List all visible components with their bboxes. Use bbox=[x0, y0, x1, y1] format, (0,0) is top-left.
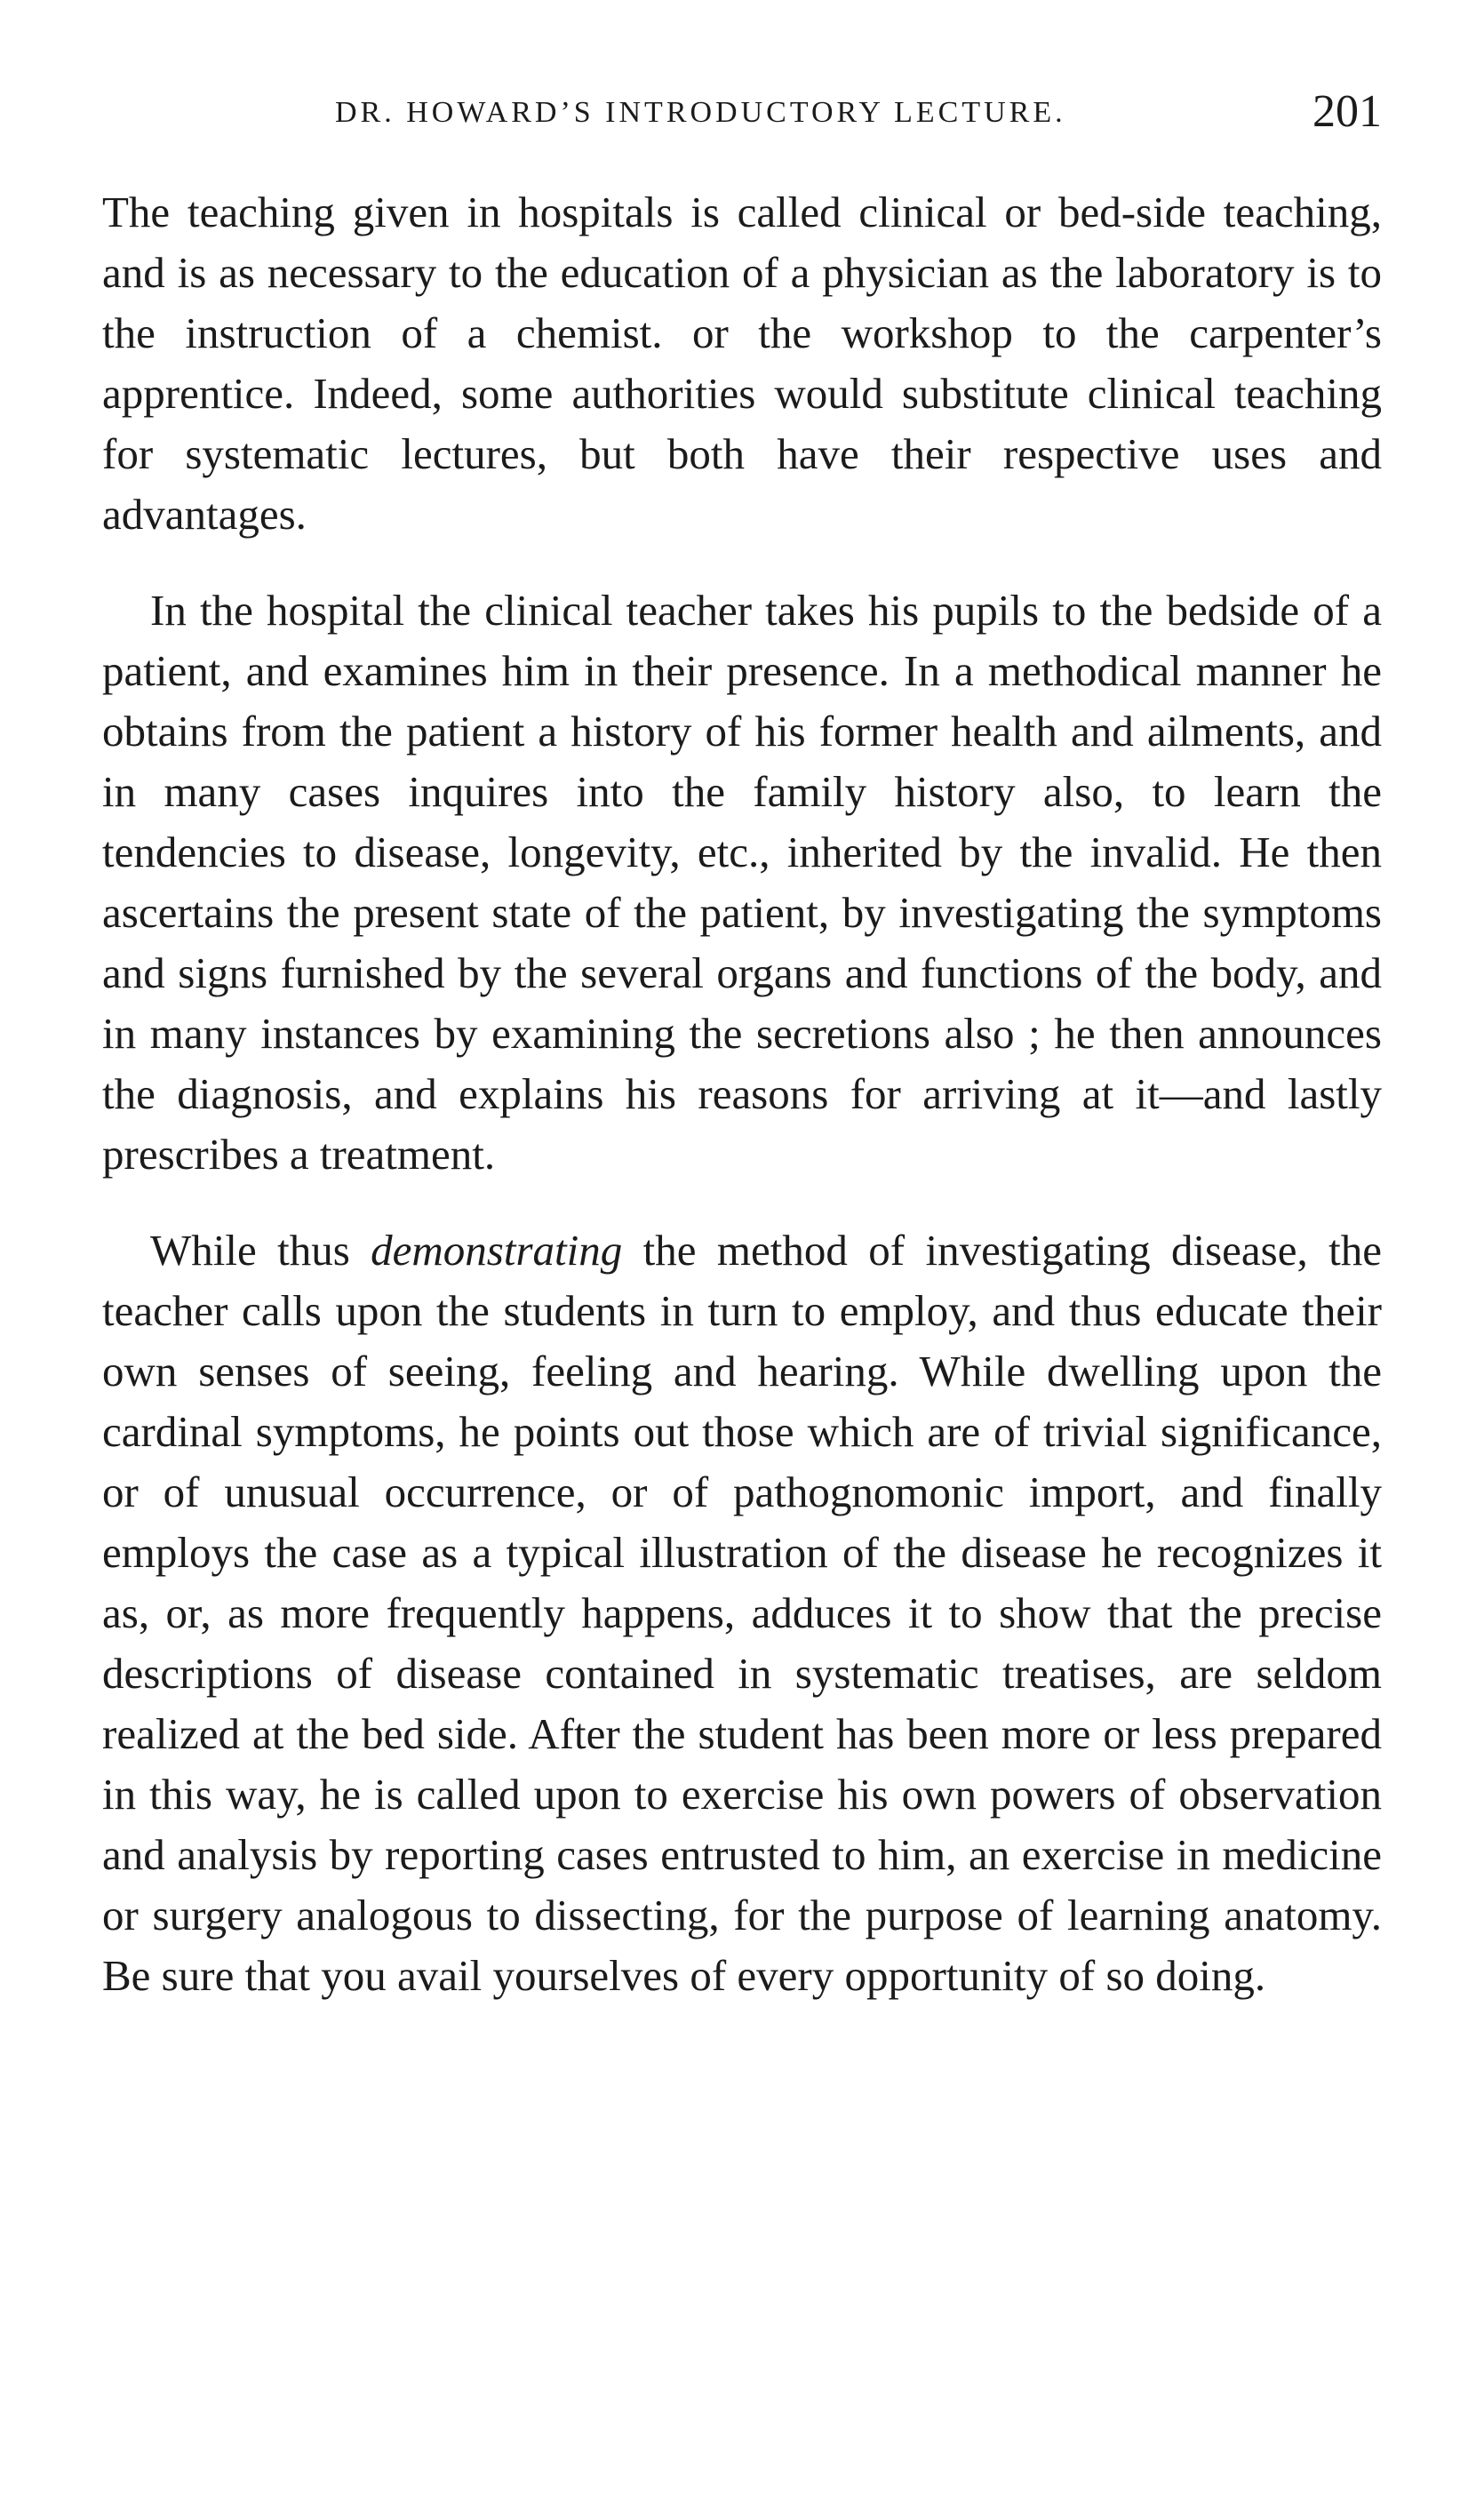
paragraph-demonstrating bbox=[102, 1220, 1382, 2006]
body-text bbox=[102, 182, 1382, 2006]
paragraph-text-continued: the method of investigating disease, the teacher calls upon the students in turn to employ, and thus educate their own senses of seeing, feeling and hearing. While dwelling upon the cardinal symptoms, he points out those which are of trivial significance, or of unusual occurrence, or of pathognomonic import, and finally employs the case as a typical illustration of the disease he recognizes it as, or, as more frequently happens, adduces it to show that the precise descriptions of disease contained in systematic treatises, are seldom realized at the bed side. After the student has been more or less prepared in this way, he is called upon to exercise his own powers of observation and analysis by reporting cases entrusted to him, an exercise in medicine or surgery analogous to dissecting, for the purpose of learning anatomy. Be sure that you avail yourselves of every opportunity of so doing. bbox=[102, 1226, 1382, 2000]
emphasized-word: demonstrating bbox=[371, 1226, 623, 1275]
paragraph-clinical-teaching bbox=[102, 182, 1382, 545]
page-number: 201 bbox=[1312, 86, 1382, 137]
paragraph-text: While thus bbox=[150, 1226, 371, 1275]
running-head bbox=[102, 85, 1382, 156]
running-title: DR. HOWARD’S INTRODUCTORY LECTURE. bbox=[335, 96, 1066, 129]
paragraph-text: The teaching given in hospitals is called clinical or bed-side teaching, and is as necessary to the education of a physician as the laboratory is to the instruction of a chemist. or the workshop to the carpenter’s apprentice. Indeed, some authorities would substitute clinical teaching for systematic lectures, but both have their respective uses and advantages. bbox=[102, 188, 1382, 539]
paragraph-text: In the hospital the clinical teacher takes his pupils to the bedside of a patient, and examines him in their presence. In a methodical manner he obtains from the patient a history of his former health and ailments, and in many cases inquires into the family history also, to learn the tendencies to disease, longevity, etc., inherited by the invalid. He then ascertains the present state of the patient, by investigating the symptoms and signs furnished by the several organs and functions of the body, and in many instances by examining the secretions also ; he then announces the diagnosis, and explains his reasons for arriving at it—and lastly prescribes a treatment. bbox=[102, 586, 1382, 1179]
paragraph-hospital-bedside bbox=[102, 580, 1382, 1185]
